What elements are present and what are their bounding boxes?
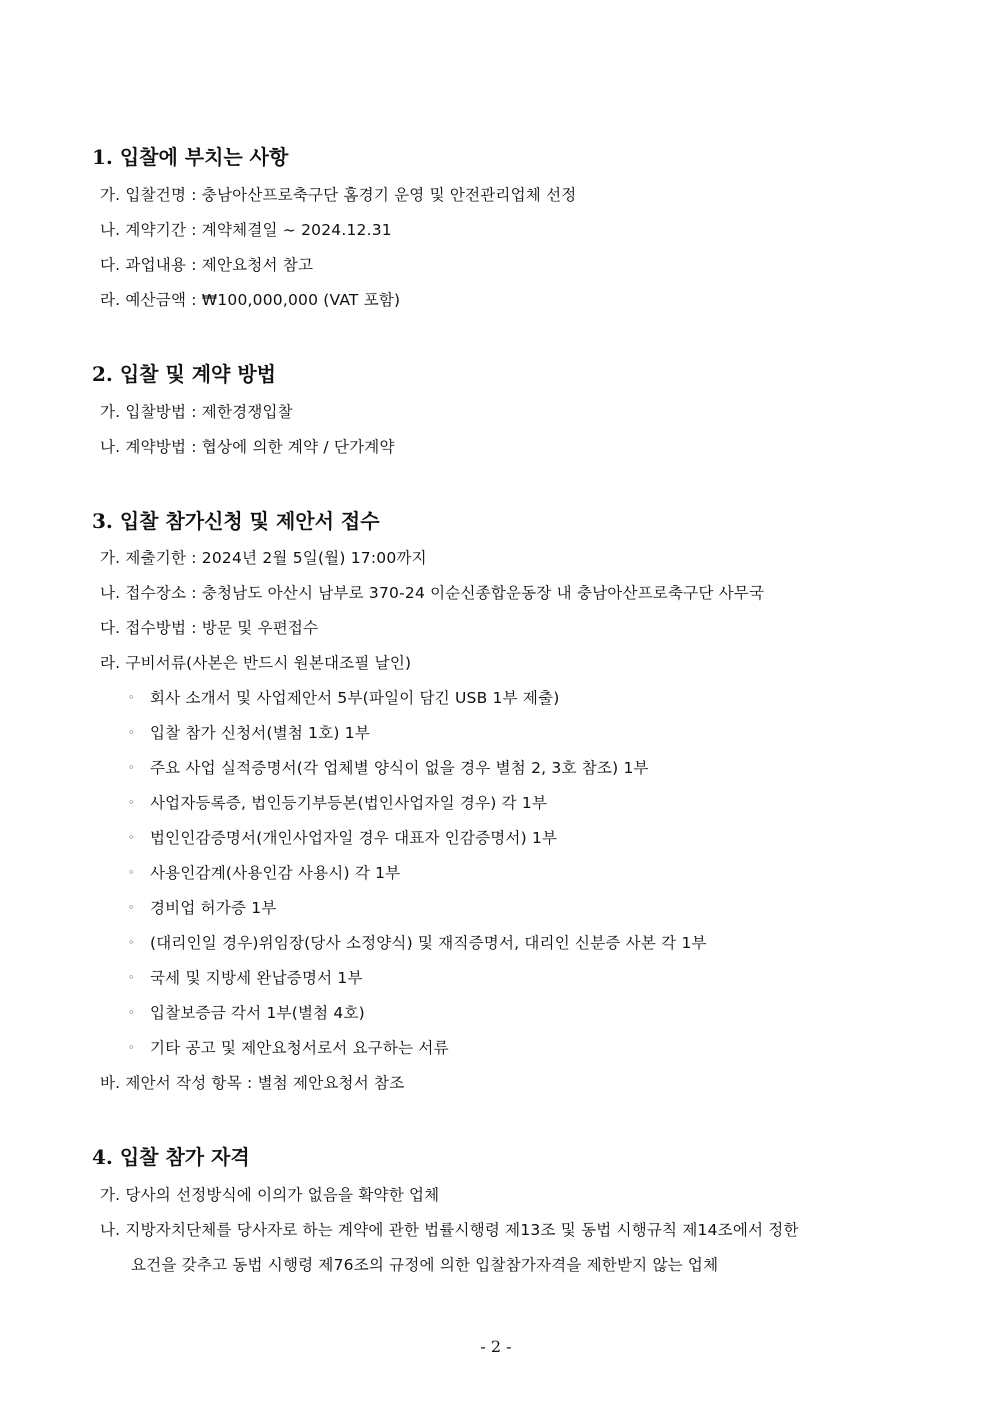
section-3-item-d: 라. 구비서류(사본은 반드시 원본대조필 날인) <box>100 654 412 672</box>
section-3-item-b: 나. 접수장소 : 충청남도 아산시 남부로 370-24 이순신종합운동장 내 충남아산프로축구단 사무국 <box>100 584 765 602</box>
document-list-item: ◦ 경비업 허가증 1부 <box>128 899 277 917</box>
document-list-item: ◦ (대리인일 경우)위임장(당사 소정양식) 및 재직증명서, 대리인 신분증 사본 각 1부 <box>128 934 707 952</box>
document-list-item: ◦ 사용인감계(사용인감 사용시) 각 1부 <box>128 864 401 882</box>
section-1-item-d: 라. 예산금액 : ₩100,000,000 (VAT 포함) <box>100 291 401 309</box>
document-list-item: ◦ 기타 공고 및 제안요청서로서 요구하는 서류 <box>128 1039 449 1057</box>
section-1-item-c: 다. 과업내용 : 제안요청서 참고 <box>100 256 314 274</box>
section-3-item-c: 다. 접수방법 : 방문 및 우편접수 <box>100 619 319 637</box>
document-list-item: ◦ 법인인감증명서(개인사업자일 경우 대표자 인감증명서) 1부 <box>128 829 558 847</box>
document-list-item: ◦ 입찰 참가 신청서(별첨 1호) 1부 <box>128 724 371 742</box>
section-2-item-b: 나. 계약방법 : 협상에 의한 계약 / 단가계약 <box>100 438 395 456</box>
document-list-item: ◦ 회사 소개서 및 사업제안서 5부(파일이 담긴 USB 1부 제출) <box>128 689 560 707</box>
section-4-item-a: 가. 당사의 선정방식에 이의가 없음을 확약한 업체 <box>100 1186 440 1204</box>
section-1-heading: 1. 입찰에 부치는 사항 <box>92 145 289 169</box>
section-3-item-a: 가. 제출기한 : 2024년 2월 5일(월) 17:00까지 <box>100 549 427 567</box>
section-2-item-a: 가. 입찰방법 : 제한경쟁입찰 <box>100 403 293 421</box>
document-list-item: ◦ 사업자등록증, 법인등기부등본(법인사업자일 경우) 각 1부 <box>128 794 548 812</box>
document-list-item: ◦ 입찰보증금 각서 1부(별첨 4호) <box>128 1004 365 1022</box>
section-1-item-a: 가. 입찰건명 : 충남아산프로축구단 홈경기 운영 및 안전관리업체 선정 <box>100 186 577 204</box>
section-4-item-b: 나. 지방자치단체를 당사자로 하는 계약에 관한 법률시행령 제13조 및 동법 시행규칙 제14조에서 정한 <box>100 1221 799 1239</box>
section-3-heading: 3. 입찰 참가신청 및 제안서 접수 <box>92 509 380 533</box>
document-list-item: ◦ 주요 사업 실적증명서(각 업체별 양식이 없을 경우 별첨 2, 3호 참조) 1부 <box>128 759 649 777</box>
section-4-heading: 4. 입찰 참가 자격 <box>92 1145 250 1169</box>
section-2-heading: 2. 입찰 및 계약 방법 <box>92 362 276 386</box>
section-4-item-b-continuation: 요건을 갖추고 동법 시행령 제76조의 규정에 의한 입찰참가자격을 제한받지 않는 업체 <box>131 1256 719 1274</box>
document-list-item: ◦ 국세 및 지방세 완납증명서 1부 <box>128 969 363 987</box>
section-1-item-b: 나. 계약기간 : 계약체결일 ~ 2024.12.31 <box>100 221 392 239</box>
page-number: - 2 - <box>480 1337 512 1356</box>
section-3-item-e: 바. 제안서 작성 항목 : 별첨 제안요청서 참조 <box>100 1074 405 1092</box>
